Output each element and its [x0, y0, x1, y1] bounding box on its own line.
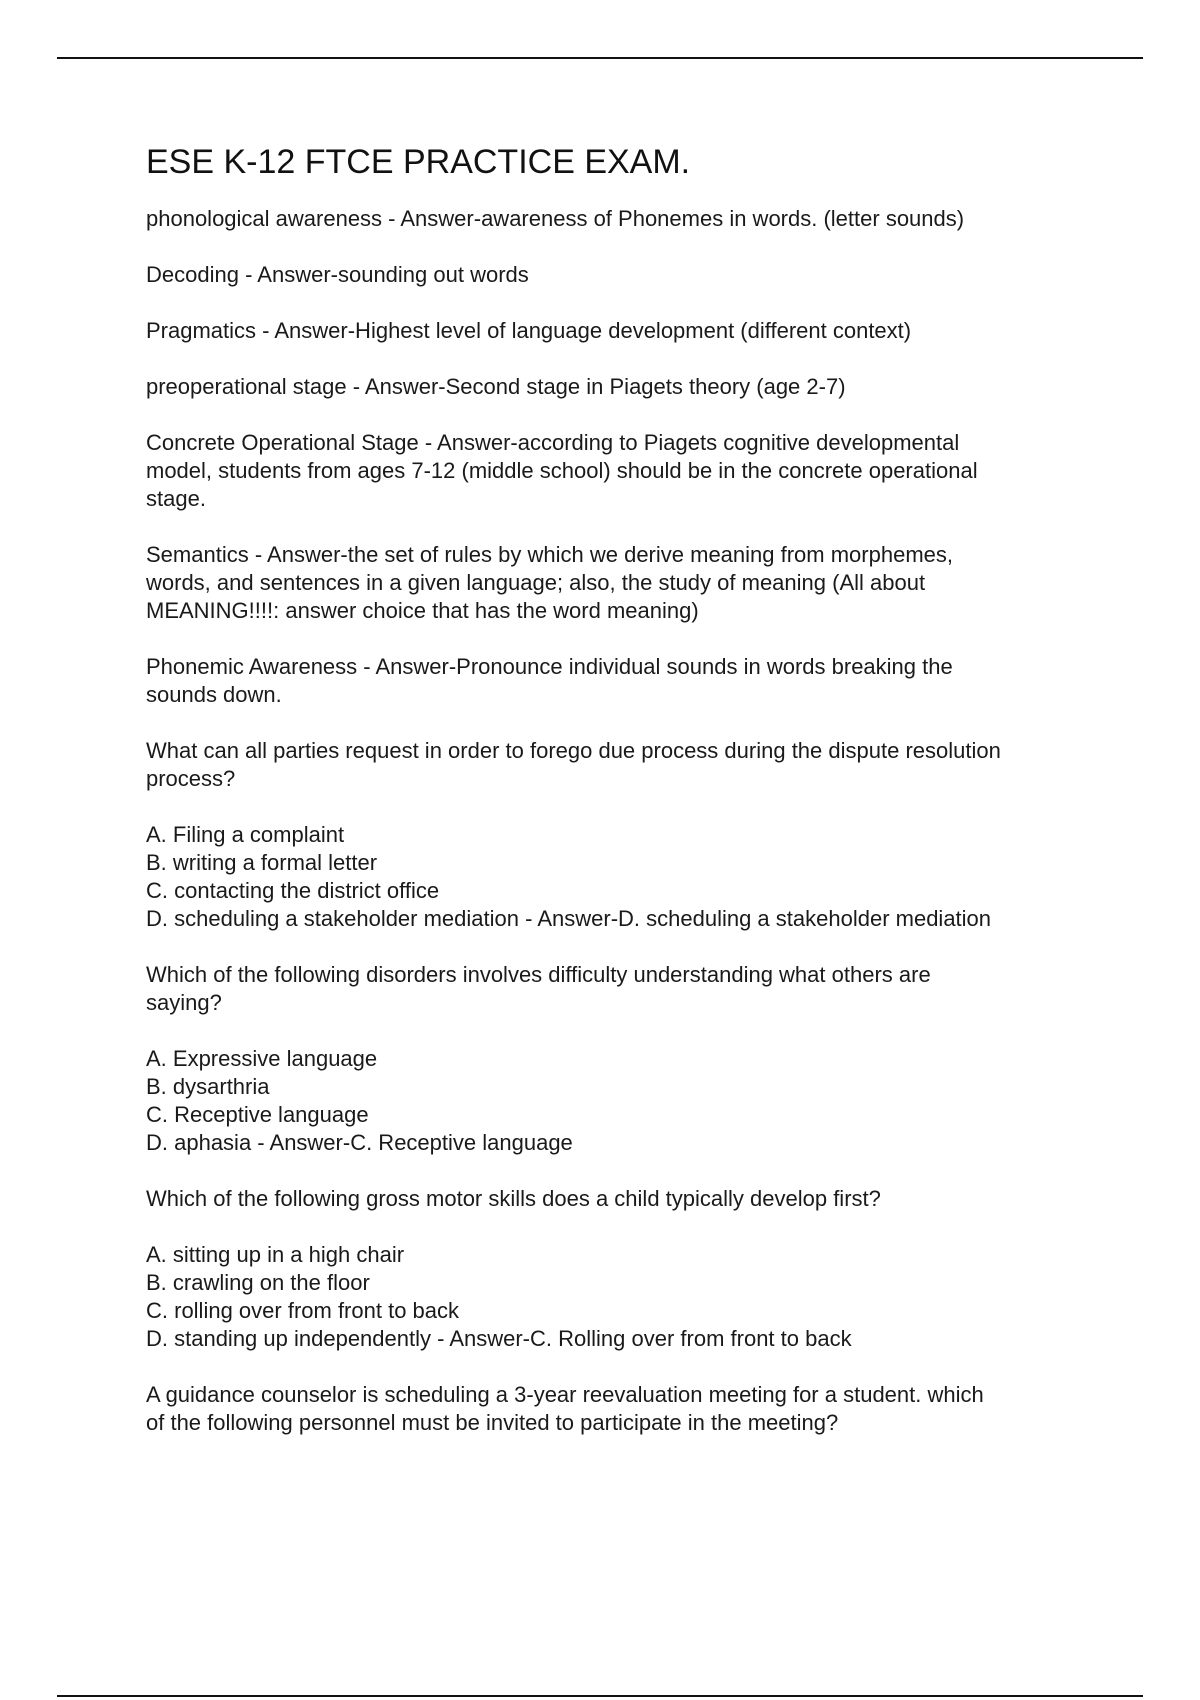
paragraph-decoding: Decoding - Answer-sounding out words [146, 261, 529, 287]
question-gross-motor-skills: Which of the following gross motor skills does a child typically develop first? [146, 1185, 881, 1211]
choices-gross-motor-skills: A. sitting up in a high chair B. crawling on the floor C. rolling over from front to back D. standing up independently - Answer-C. Rolling over from front to back [146, 1241, 852, 1351]
question-dispute-resolution: What can all parties request in order to forego due process during the dispute resolution process? [146, 737, 1001, 791]
paragraph-phonological-awareness: phonological awareness - Answer-awareness of Phonemes in words. (letter sounds) [146, 205, 965, 231]
page-content [146, 142, 1106, 1465]
paragraph-phonemic-awareness: Phonemic Awareness - Answer-Pronounce individual sounds in words breaking the sounds down. [146, 653, 953, 707]
paragraph-preoperational-stage: preoperational stage - Answer-Second stage in Piagets theory (age 2-7) [146, 373, 846, 399]
document-title: ESE K-12 FTCE PRACTICE EXAM. [146, 143, 691, 181]
question-language-disorder: Which of the following disorders involves difficulty understanding what others are saying? [146, 961, 931, 1015]
paragraph-semantics: Semantics - Answer-the set of rules by which we derive meaning from morphemes, words, and sentences in a given language; also, the study of meaning (All about MEANING!!!!: answer choice that has the word meaning) [146, 541, 953, 623]
choices-language-disorder: A. Expressive language B. dysarthria C. Receptive language D. aphasia - Answer-C. Receptive language [146, 1045, 573, 1155]
paragraph-pragmatics: Pragmatics - Answer-Highest level of language development (different context) [146, 317, 912, 343]
top-divider [57, 57, 1143, 59]
choices-dispute-resolution: A. Filing a complaint B. writing a formal letter C. contacting the district office D. scheduling a stakeholder mediation - Answer-D. scheduling a stakeholder mediation [146, 821, 992, 931]
question-reevaluation-meeting: A guidance counselor is scheduling a 3-year reevaluation meeting for a student. which of the following personnel must be invited to participate in the meeting? [146, 1381, 984, 1435]
bottom-divider [57, 1695, 1143, 1697]
paragraph-concrete-operational-stage: Concrete Operational Stage - Answer-according to Piagets cognitive developmental model, students from ages 7-12 (middle school) should be in the concrete operational stage. [146, 429, 978, 511]
